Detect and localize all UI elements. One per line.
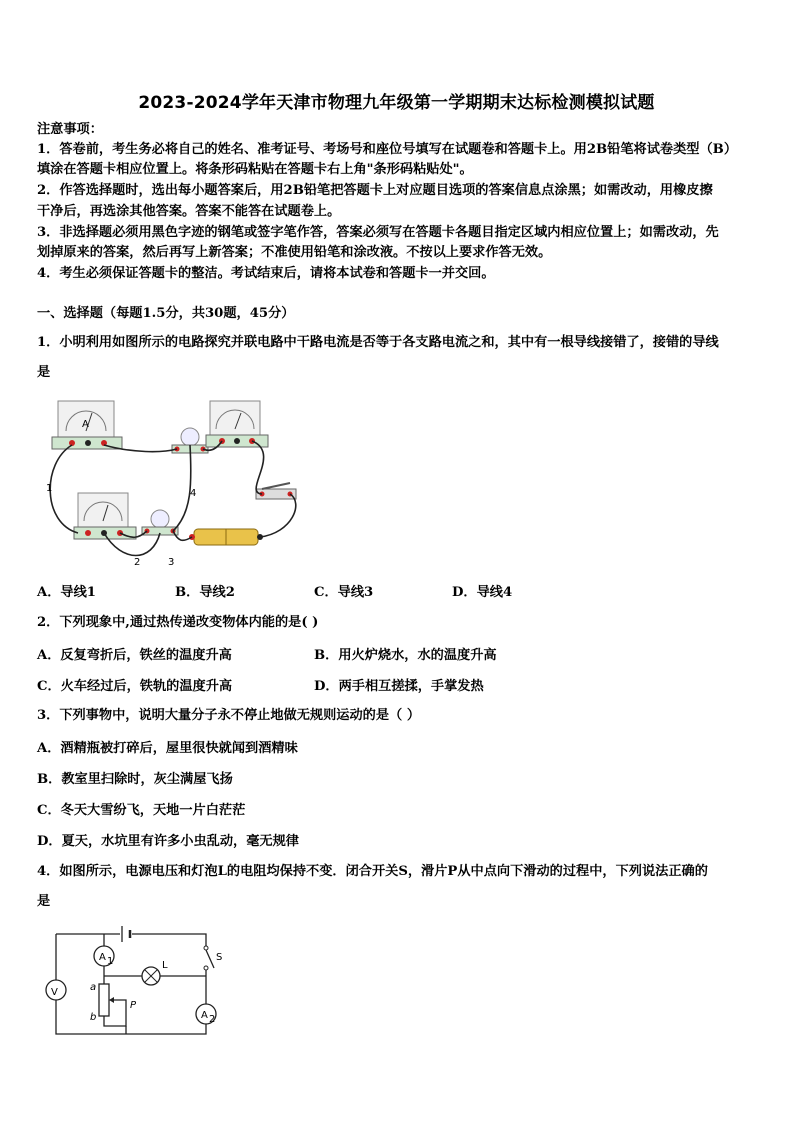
q2-option-b[interactable]: B．用火炉烧水，水的温度升高 [314, 648, 497, 663]
svg-text:A: A [82, 419, 89, 430]
ammeter-icon [74, 493, 136, 539]
switch-label: S [216, 952, 223, 963]
q1-option-d[interactable]: D．导线4 [452, 585, 513, 600]
switch-icon [204, 946, 208, 950]
svg-text:b: b [90, 1012, 97, 1023]
q3-option-b[interactable]: B．教室里扫除时，灰尘满屋飞扬 [37, 772, 233, 787]
q4-circuit-figure [42, 920, 232, 1042]
lamp-icon [142, 960, 168, 985]
section-heading: 一、选择题（每题1.5分，共30题，45分） [37, 306, 295, 321]
circuit-wires [56, 934, 214, 1034]
wire-label: 4 [190, 488, 197, 499]
q2-option-a[interactable]: A．反复弯折后，铁丝的温度升高 [37, 648, 232, 663]
switch-icon [256, 483, 296, 499]
ammeter-icon [52, 401, 122, 449]
voltmeter-icon [46, 980, 66, 1000]
battery-icon [122, 926, 130, 942]
notice-line: 2．作答选择题时，选出每小题答案后，用2B铅笔把答题卡上对应题目选项的答案信息点涂黑；如需改动，用橡皮擦 [37, 183, 713, 198]
q2-option-d[interactable]: D．两手相互搓揉，手掌发热 [314, 679, 484, 694]
page-title: 2023-2024学年天津市物理九年级第一学期期末达标检测模拟试题 [138, 93, 655, 113]
q3-stem: 3．下列事物中，说明大量分子永不停止地做无规则运动的是（ ） [37, 708, 421, 723]
notice-line: 4．考生必须保证答题卡的整洁。考试结束后，请将本试卷和答题卡一并交回。 [37, 266, 495, 281]
q4-stem-cont: 是 [37, 894, 51, 909]
q3-option-d[interactable]: D．夏天，水坑里有许多小虫乱动，毫无规律 [37, 834, 299, 849]
q1-option-b[interactable]: B．导线2 [175, 585, 235, 600]
q3-option-a[interactable]: A．酒精瓶被打碎后，屋里很快就闻到酒精味 [37, 741, 298, 756]
q1-circuit-figure [42, 393, 302, 571]
svg-text:L: L [162, 960, 168, 971]
wire-label: 1 [46, 483, 53, 494]
wire-label: 2 [134, 557, 141, 568]
q3-option-c[interactable]: C．冬天大雪纷飞，天地一片白茫茫 [37, 803, 246, 818]
notice-line: 1．答卷前，考生务必将自己的姓名、准考证号、考场号和座位号填写在试题卷和答题卡上。用2B铅笔将试卷类型（B） [37, 142, 738, 157]
notice-line: 划掉原来的答案，然后再写上新答案；不准使用铅笔和涂改液。不按以上要求作答无效。 [37, 245, 552, 260]
battery-icon [189, 529, 263, 545]
q2-stem: 2．下列现象中,通过热传递改变物体内能的是( ) [37, 615, 319, 630]
ammeter-a1-icon [94, 946, 114, 967]
svg-text:V: V [51, 987, 58, 998]
q4-stem: 4．如图所示，电源电压和灯泡L的电阻均保持不变．闭合开关S，滑片P从中点向下滑动的过程中，下列说法正确的 [37, 864, 708, 879]
ammeter-a2-icon [196, 1004, 216, 1025]
svg-text:a: a [90, 982, 97, 993]
notice-heading: 注意事项： [37, 122, 103, 137]
wire-label: 3 [168, 557, 175, 568]
svg-text:P: P [130, 1000, 137, 1011]
rheostat-icon [90, 982, 137, 1023]
q1-option-a[interactable]: A．导线1 [37, 585, 96, 600]
notice-line: 填涂在答题卡相应位置上。将条形码粘贴在答题卡右上角"条形码粘贴处"。 [37, 162, 473, 177]
svg-text:2: 2 [209, 1014, 216, 1025]
svg-text:1: 1 [107, 956, 114, 967]
q1-stem: 1．小明利用如图所示的电路探究并联电路中干路电流是否等于各支路电流之和，其中有一根导线接错了，接错的导线 [37, 335, 719, 350]
q2-option-c[interactable]: C．火车经过后，铁轨的温度升高 [37, 679, 233, 694]
ammeter-icon [206, 401, 268, 447]
q1-stem-cont: 是 [37, 365, 51, 380]
notice-line: 干净后，再选涂其他答案。答案不能答在试题卷上。 [37, 204, 341, 219]
notice-line: 3．非选择题必须用黑色字迹的钢笔或签字笔作答，答案必须写在答题卡各题目指定区域内相应位置上；如需改动，先 [37, 225, 719, 240]
svg-text:A: A [201, 1010, 208, 1021]
q1-option-c[interactable]: C．导线3 [314, 585, 374, 600]
svg-text:A: A [99, 952, 106, 963]
